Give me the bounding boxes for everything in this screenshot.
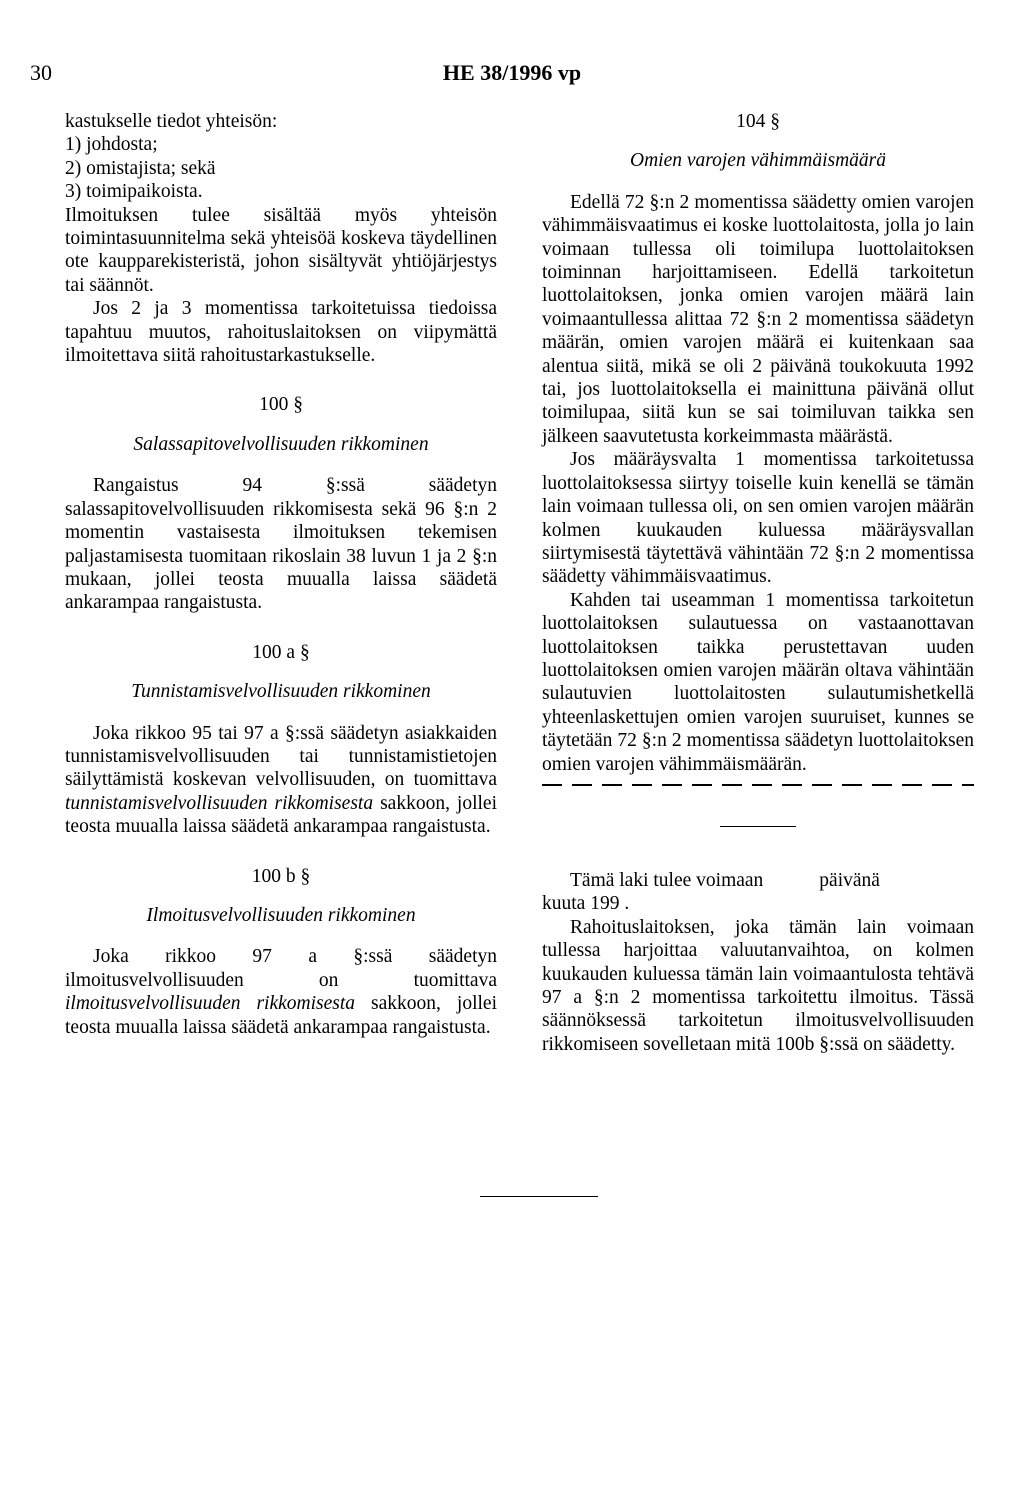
list-item: 1) johdosta; — [65, 134, 158, 156]
end-rule — [480, 1196, 598, 1197]
page-header — [0, 60, 1024, 90]
paragraph: Jos 2 ja 3 momentissa tarkoitetuissa tiedoissa tapahtuu muutos, rahoituslaitoksen on viipymättä ilmoitettava siitä rahoitustarkastukselle. — [65, 298, 497, 367]
page-number: 30 — [30, 60, 52, 85]
section-number: 100 a § — [252, 641, 310, 663]
section-number: 100 b § — [251, 865, 311, 887]
emphasis: tunnistamisvelvollisuuden rikkomisesta — [65, 792, 374, 814]
section-title: Omien varojen vähimmäismäärä — [630, 150, 886, 172]
section-text: Edellä 72 §:n 2 momentissa säädetty omien varojen vähimmäisvaatimus ei koske luottolaitosta, jolla jo lain voimaan tullessa oli toimilupa luottolaitoksen toiminnan harjoittamiseen. Edellä tarkoitetun luottolaitoksen, jonka omien varojen määrä lain voimaantullessa alittaa 72 §:n 2 momentissa säädetyn määrän, omien varojen määrä ei kuitenkaan saa alentua siitä, mikä se oli 2 päivänä toukokuuta 1992 tai, jos luottolaitoksella ei mainittuna päivänä ollut toimilupaa, siitä kun se sai toimiluvan taikka sen jälkeen saavutetusta korkeimmasta määrästä. — [542, 191, 974, 447]
section-text: Jos määräysvalta 1 momentissa tarkoitetussa luottolaitoksessa siirtyy toiselle kuin kenellä se tämän lain voimaan tullessa oli, on sen omien varojen määrän kolmen kuukauden kuluessa määräysvallan siirtymisestä täytettävä vähintään 72 §:n 2 momentissa säädetty vähimmäisvaatimus. — [542, 449, 974, 588]
entry-into-force: Tämä laki tulee voimaan päivänä — [570, 869, 880, 891]
left-column — [65, 110, 497, 1039]
section-text: Kahden tai useamman 1 momentissa tarkoitetun luottolaitoksen sulautuessa on vastaanottavan luottolaitoksen taikka perustettavan uuden luottolaitoksen omien varojen määrän oltava vähintään sulautuvien luottolaitosten sulautumishetkellä yhteenlaskettujen omien varojen suuruiset, kunnes se täytetään 72 §:n 2 momentissa säädetyn luottolaitoksen omien varojen vähimmäismäärän. — [542, 589, 974, 775]
section-text: Rangaistus 94 §:ssä säädetyn salassapitovelvollisuuden rikkomisesta sekä 96 §:n 2 momentin vastaisesta ilmoituksen tekemisen paljastamisesta tuomitaan rikoslain 38 luvun 1 ja 2 §:n mukaan, jollei teosta muualla laissa säädetä ankarampaa rangaistusta. — [65, 475, 497, 614]
list-item: 3) toimipaikoista. — [65, 181, 203, 203]
paragraph: Ilmoituksen tulee sisältää myös yhteisön toimintasuunnitelma sekä yhteisöä koskeva täydellinen ote kaupparekisteristä, johon sisältyvät yhtiöjärjestys tai säännöt. — [65, 204, 497, 296]
dashed-divider — [542, 784, 974, 786]
intro-text: kastukselle tiedot yhteisön: — [65, 111, 278, 132]
section-title: Tunnistamisvelvollisuuden rikkominen — [131, 681, 431, 703]
emphasis: ilmoitusvelvollisuuden rikkomisesta — [65, 993, 356, 1015]
section-number: 104 § — [736, 111, 780, 132]
right-column — [542, 110, 974, 1056]
document-id: HE 38/1996 vp — [442, 60, 582, 85]
section-text: Joka rikkoo 95 tai 97 a §:ssä säädetyn asiakkaiden tunnistamisvelvollisuuden tai tunnistamistietojen säilyttämistä koskevan velvollisuuden, on tuomittava tunnistamisvelvollisuuden rikkomisesta sakkoon, jollei teosta muualla laissa säädetä ankarampaa rangaistusta. — [65, 722, 497, 838]
section-number: 100 § — [259, 394, 303, 416]
transitional-provision: Rahoituslaitoksen, joka tämän lain voimaan tullessa harjoittaa valuutanvaihtoa, on kolmen kuukauden kuluessa tämän lain voimaantulosta tehtävä 97 a §:n 2 momentissa tarkoitettu ilmoitus. Tässä säännöksessä tarkoitetun ilmoitusvelvollisuuden rikkomiseen sovelletaan mitä 100b §:ssä on säädetty. — [542, 916, 974, 1055]
section-title: Salassapitovelvollisuuden rikkominen — [133, 433, 429, 455]
list-item: 2) omistajista; sekä — [65, 157, 216, 179]
entry-date: kuuta 199 . — [542, 893, 630, 915]
section-text: Joka rikkoo 97 a §:ssä säädetyn ilmoitusvelvollisuuden on tuomittava ilmoitusvelvollisuuden rikkomisesta sakkoon, jollei teosta muualla laissa säädetä ankarampaa rangaistusta. — [65, 946, 497, 1038]
section-title: Ilmoitusvelvollisuuden rikkominen — [146, 904, 416, 926]
